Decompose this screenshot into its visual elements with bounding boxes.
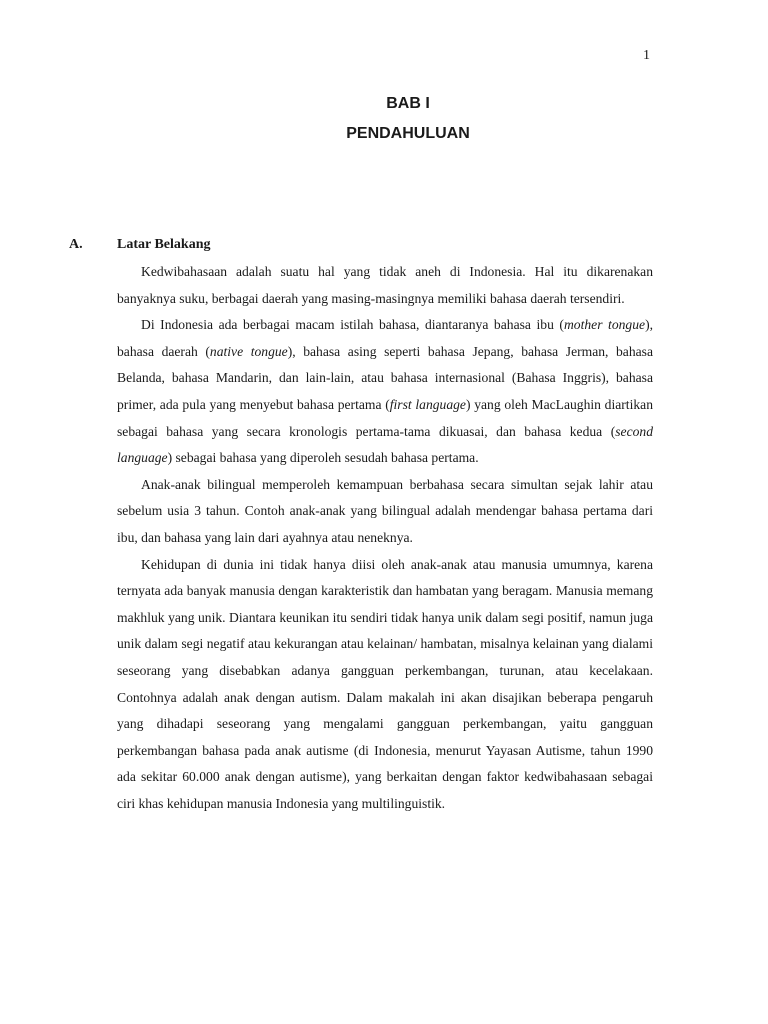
italic-term: mother tongue <box>563 317 646 333</box>
italic-term: first language <box>389 396 466 412</box>
body-text <box>117 259 653 817</box>
paragraph-3: Anak-anak bilingual memperoleh kemampuan berbahasa secara simultan sejak lahir atau sebelum usia 3 tahun. Contoh anak-anak yang bilingual adalah mendengar bahasa pertama dari ibu, dan bahasa yang lain dari ayahnya atau neneknya. <box>117 476 653 545</box>
paragraph-1: Kedwibahasaan adalah suatu hal yang tidak aneh di Indonesia. Hal itu dikarenakan banyaknya suku, berbagai daerah yang masing-masingnya memiliki bahasa daerah tersendiri. <box>117 264 653 306</box>
paragraph-2-text: ), bahasa asing seperti bahasa Jepang, bahasa Jerman, bahasa Belanda, bahasa Mandarin, dan lain-lain, atau bahasa internasional (Bahasa Inggris), bahasa primer, ada pula yang menyebut bahasa pertama ( <box>117 343 653 412</box>
section-title: Latar Belakang <box>117 237 211 252</box>
paragraph-2-text: ), bahasa daerah ( <box>117 317 653 359</box>
section-letter: A. <box>69 237 83 252</box>
italic-term: native tongue <box>209 343 288 359</box>
paragraph-2-text: Di Indonesia ada berbagai macam istilah bahasa, diantaranya bahasa ibu ( <box>141 317 564 333</box>
chapter-title: PENDAHULUAN <box>346 125 470 142</box>
paragraph-2-text: ) sebagai bahasa yang diperoleh sesudah bahasa pertama. <box>167 450 479 466</box>
italic-term: second language <box>117 423 653 466</box>
paragraph-2-text: ) yang oleh MacLaughin diartikan sebagai bahasa yang secara kronologis pertama-tama dikuasai, dan bahasa kedua ( <box>117 396 653 439</box>
page-number: 1 <box>643 48 650 63</box>
paragraph-2 <box>117 312 653 472</box>
chapter-number: BAB I <box>386 95 430 112</box>
paragraph-4: Kehidupan di dunia ini tidak hanya diisi oleh anak-anak atau manusia umumnya, karena ternyata ada banyak manusia dengan karakteristik dan hambatan yang beragam. Manusia memang makhluk yang unik. Diantara keunikan itu sendiri tidak hanya unik dalam segi positif, namun juga unik dalam segi negatif atau kekurangan atau kelainan/ hambatan, misalnya kelainan yang dialami seseorang yang disebabkan adanya gangguan perkembangan, turunan, atau kecelakaan. Contohnya adalah anak dengan autism. Dalam makalah ini akan disajikan beberapa pengaruh yang dihadapi seseorang yang mengalami gangguan perkembangan, yaitu gangguan perkembangan bahasa pada anak autisme (di Indonesia, menurut Yayasan Autisme, tahun 1990 ada sekitar 60.000 anak dengan autisme), yang berkaitan dengan faktor kedwibahasaan sebagai ciri khas kehidupan manusia Indonesia yang multilinguistik. <box>117 556 653 811</box>
